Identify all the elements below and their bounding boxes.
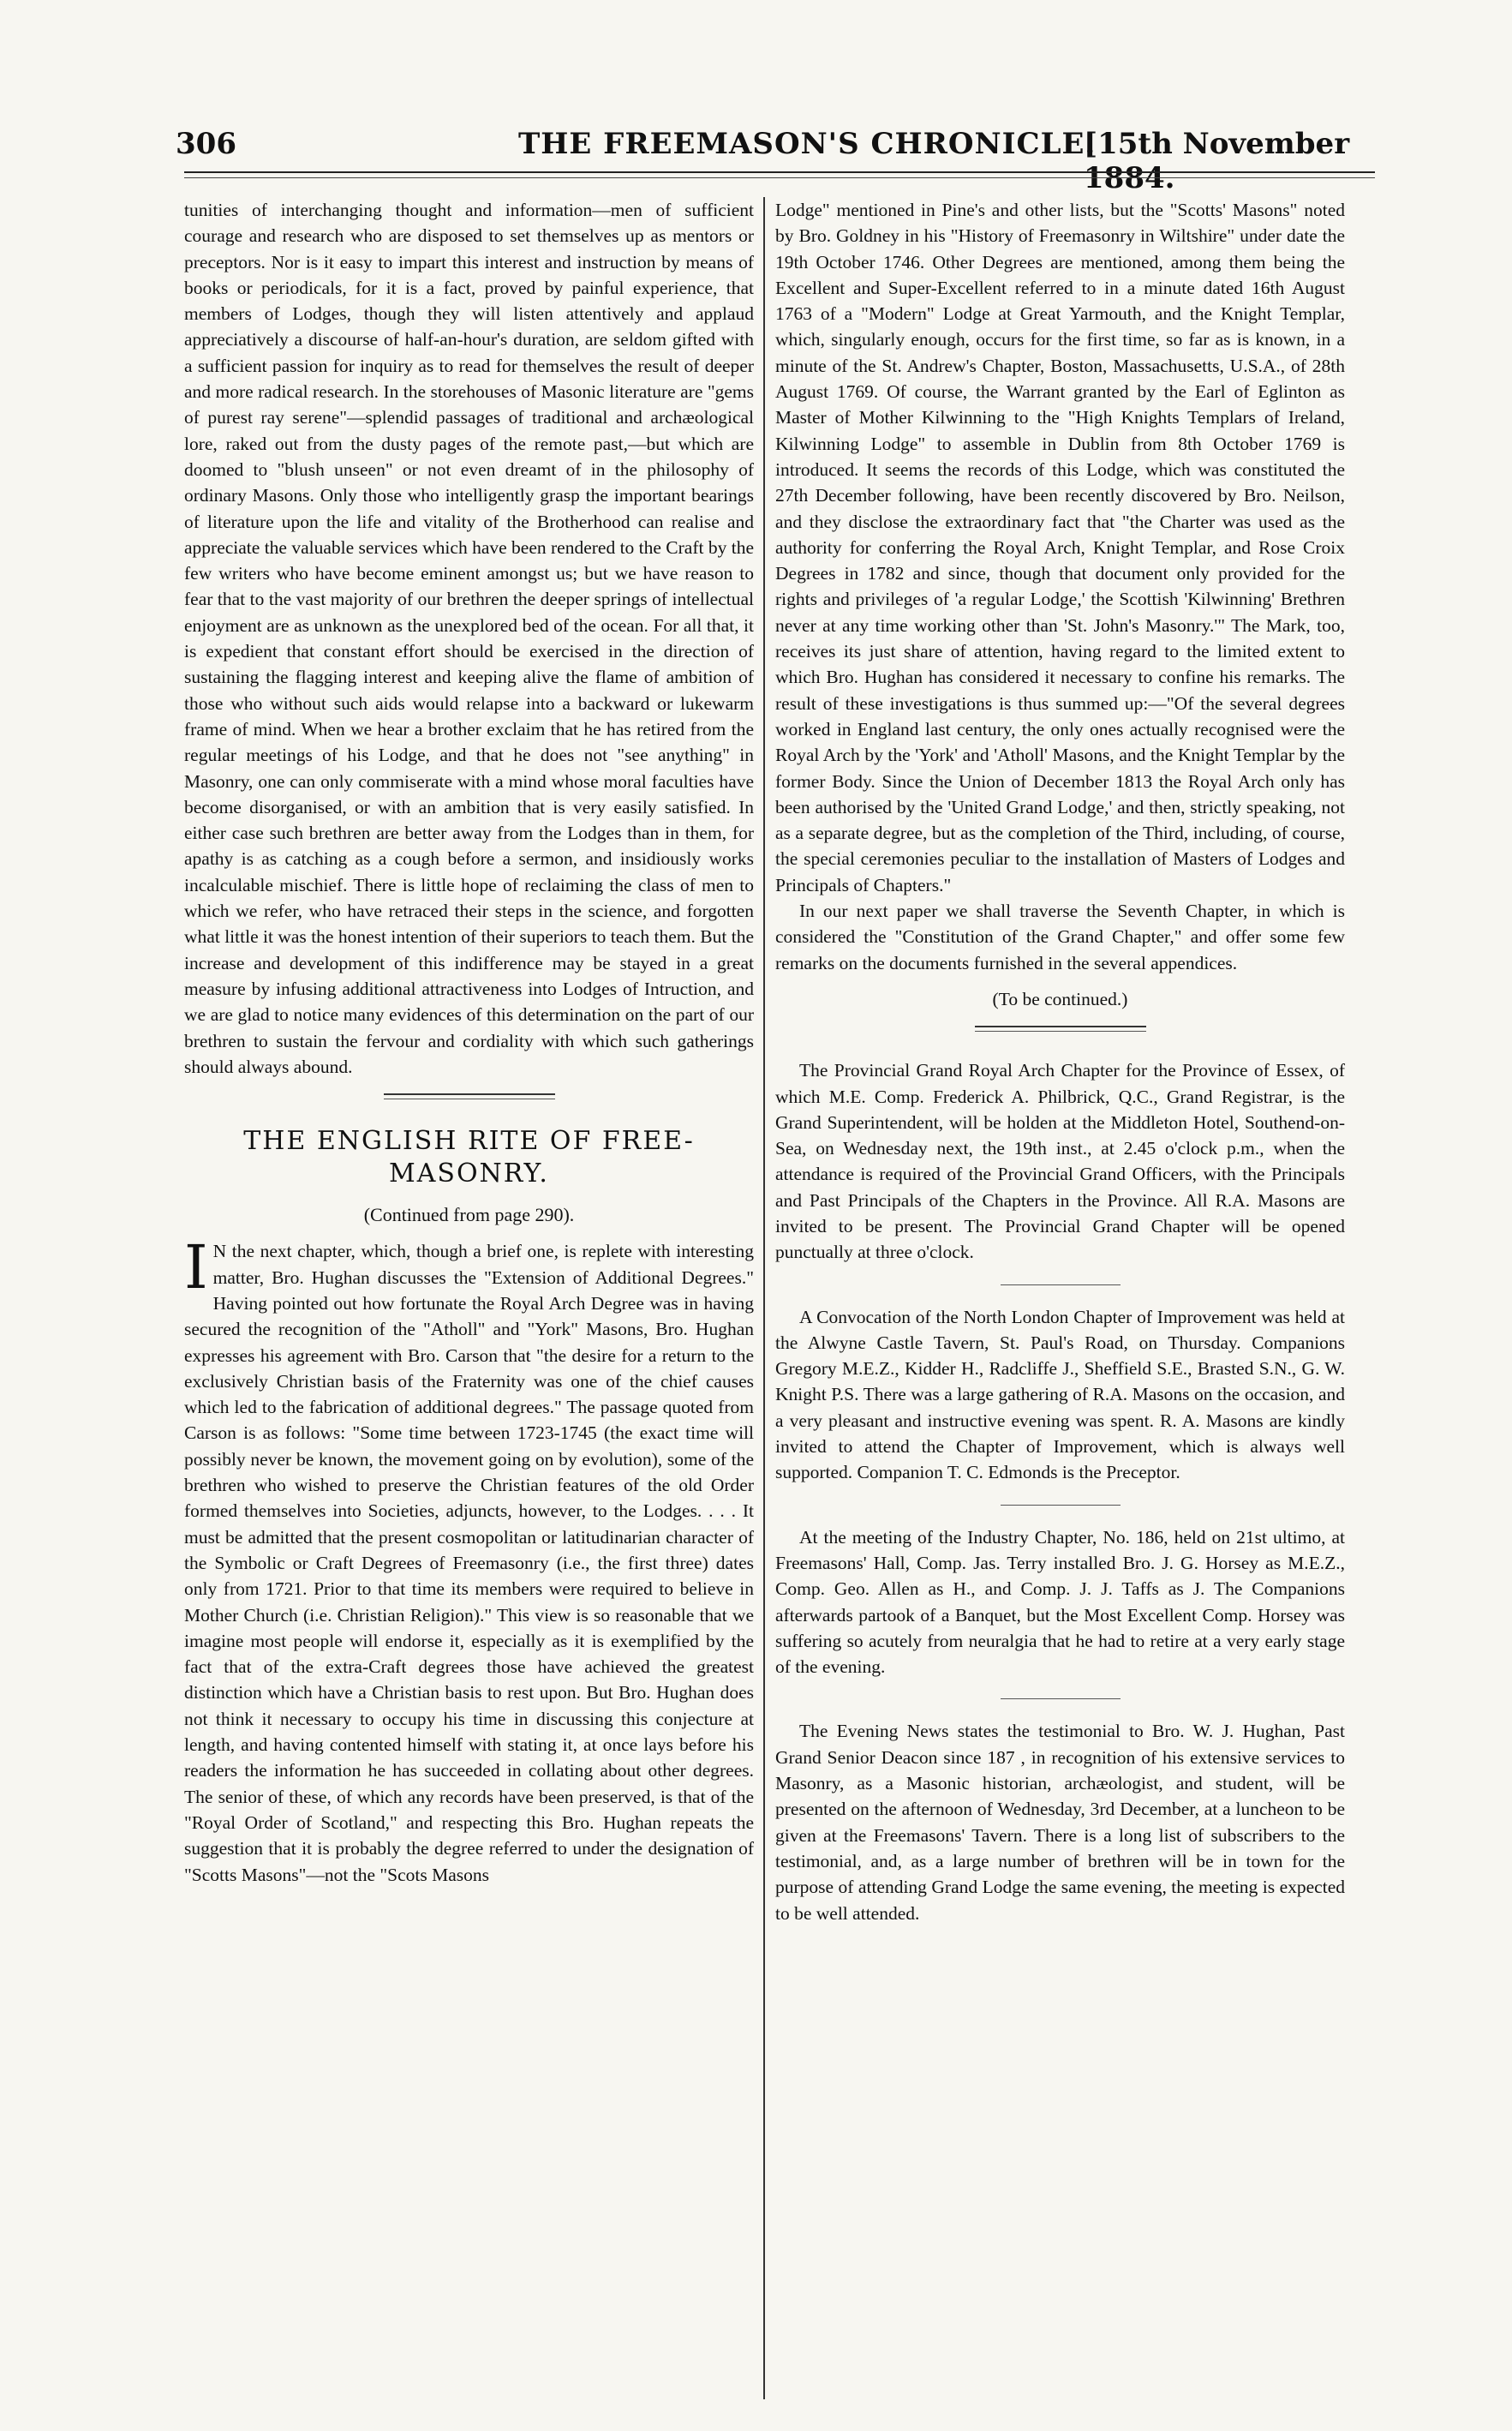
article-body-text: N the next chapter, which, though a brief one, is replete with interesting matter, Bro. Hughan discusses the "Extension of Additional Degrees." Having pointed out how fortunate the Royal Arch Degree was in having secured the recognition of the "Atholl" and "York" Masons, Bro. Hughan expresses his agreement with Bro. Carson that "the desire for a return to the exclusively Christian basis of the Fraternity was one of the chief causes which led to the fabrication of additional degrees." The passage quoted from Carson is as follows: "Some time between 1723-1745 (the exact time will possibly never be known, the movement going on by evolution), some of the brethren who wished to preserve the Christian features of the old Order formed themselves into Societies, adjuncts, however, to the Lodges. . . . It must be admitted that the present cosmopolitan or latitudinarian character of the Symbolic or Craft Degrees of Freemasonry (i.e., the first three) dates only from 1721. Prior to that time its members were required to believe in Mother Church (i.e. Christian Religion)." This view is so reasonable that we imagine most people will endorse it, especially as it is exemplified by the fact that of the extra-Craft degrees those have achieved the greatest distinction which have a Christian basis to rest upon. But Bro. Hughan does not think it necessary to occupy his time in discussing this conjecture at length, and having contented himself with stating it, at once lays before his readers the information he has succeeded in collating about other degrees. The senior of these, of which any records have been preserved, is that of the "Royal Order of Scotland," and respecting this Bro. Hughan repeats the suggestion that it is probably the degree referred to under the designation of "Scotts Masons"—not the "Scots Masons bbox=[184, 1241, 754, 1885]
masthead bbox=[176, 127, 1375, 195]
next-paper-note: In our next paper we shall traverse the Seventh Chapter, in which is considered the "Constitution of the Grand Chapter," and offer some few remarks on the documents furnished in the several appendices. bbox=[775, 901, 1345, 973]
section-divider bbox=[975, 1026, 1146, 1027]
industry-chapter-notice: At the meeting of the Industry Chapter, No. 186, held on 21st ultimo, at Freemasons' Hall, Comp. Jas. Terry installed Bro. J. G. Horsey as M.E.Z., Comp. Geo. Allen as H., and Comp. J. J. Taffs as J. The Companions afterwards partook of a Banquet, but the Most Excellent Comp. Horsey was suffering so acutely from neuralgia that he had to retire at a very early stage of the evening. bbox=[775, 1526, 1345, 1678]
essex-notice: The Provincial Grand Royal Arch Chapter for the Province of Essex, of which M.E. Comp. Frederick A. Philbrick, Q.C., Grand Registrar, is the Grand Superintendent, will be holden at the Middleton Hotel, Southend-on-Sea, on Wednesday next, the 19th inst., at 2.45 o'clock p.m., when the attendance is required of the Provincial Grand Officers, with the Principals and Past Principals of the Chapters in the Province. All R.A. Masons are invited to be present. The Provincial Grand Chapter will be opened punctually at three o'clock. bbox=[775, 1060, 1345, 1263]
header-rule-thin bbox=[184, 177, 1375, 178]
article-body bbox=[184, 1232, 754, 1887]
right-column bbox=[775, 197, 1345, 1926]
north-london-notice: A Convocation of the North London Chapter of Improvement was held at the Alwyne Castle Tavern, St. Paul's Road, on Thursday. Companions Gregory M.E.Z., Kidder H., Radcliffe J., Sheffield S.E., Brasted S.N., G. W. Knight P.S. There was a large gathering of R.A. Masons on the occasion, and a very pleasant and instructive evening was spent. R. A. Masons are kindly invited to attend the Chapter of Improvement, which is always well supported. Companion T. C. Edmonds is the Preceptor. bbox=[775, 1306, 1345, 1483]
article-continuation-right: Lodge" mentioned in Pine's and other lists, but the "Scotts' Masons" noted by Bro. Goldney in his "History of Freemasonry in Wiltshire" under date the 19th October 1746. Other Degrees are mentioned, among them being the Excellent and Super-Excellent referred to in a minute dated 16th August 1763 of a "Modern" Lodge at Great Yarmouth, and the Knight Templar, which, singularly enough, occurs for the first time, so far as is known, in a minute of the St. Andrew's Chapter, Boston, Massachusetts, U.S.A., of 28th August 1769. Of course, the Warrant granted by the Earl of Eglinton as Master of Mother Kilwinning to the "High Knights Templars of Ireland, Kilwinning Lodge" to assemble in Dublin from 8th October 1769 is introduced. It seems the records of this Lodge, which was constituted the 27th December following, have been recently discovered by Bro. Neilson, and they disclose the extraordinary fact that "the Charter was used as the authority for conferring the Royal Arch, Knight Templar, and Rose Croix Degrees in 1782 and since, though that document only provided for the rights and privileges of 'a regular Lodge,' the Scottish 'Kilwinning' Brethren never at any time working other than 'St. John's Masonry.'" The Mark, too, receives its just share of attention, having regard to the limited extent to which Bro. Hughan has considered it necessary to confine his remarks. The result of these investigations is thus summed up:—"Of the several degrees worked in England last century, the only ones actually recognised were the Royal Arch by the 'York' and 'Atholl' Masons, and the Knight Templar by the former Body. Since the Union of December 1813 the Royal Arch only has been authorised by the 'United Grand Lodge,' and then, strictly speaking, not as a separate degree, but as the completion of the Third, including, of course, the special ceremonies peculiar to the installation of Masters of Lodges and Principals of Chapters." bbox=[775, 200, 1345, 895]
issue-date: [15th November 1884. bbox=[1084, 127, 1350, 195]
section-divider-thin bbox=[975, 1031, 1146, 1032]
left-column bbox=[184, 197, 754, 1888]
notice-divider bbox=[1001, 1698, 1121, 1699]
header-rule bbox=[184, 171, 1375, 173]
page-number: 306 bbox=[176, 127, 236, 161]
notice-divider bbox=[1001, 1284, 1121, 1285]
evening-news-notice: The Evening News states the testimonial to Bro. W. J. Hughan, Past Grand Senior Deacon since 187 , in recognition of his extensive services to Masonry, as a Masonic historian, archæologist, and student, will be presented on the afternoon of Wednesday, 3rd December, at a luncheon to be given at the Freemasons' Tavern. There is a long list of subscribers to the testimonial, and, as a large number of brethren will be in town for the purpose of attending Grand Lodge the same evening, the meeting is expected to be well attended. bbox=[775, 1721, 1345, 1924]
article-continuation-text: tunities of interchanging thought and information—men of sufficient courage and research who are disposed to set themselves up as mentors or preceptors. Nor is it easy to impart this interest and instruction by means of books or periodicals, for it is a fact, proved by painful experience, that members of Lodges, though they will listen attentively and applaud appreciatively a discourse of half-an-hour's duration, are seldom gifted with a sufficient passion for inquiry as to read for themselves the result of deeper and more radical research. In the storehouses of Masonic literature are "gems of purest ray serene"—splendid passages of traditional and archæological lore, raked out from the dusty pages of the remote past,—but which are doomed to "blush unseen" or not even dreamt of in the philosophy of ordinary Masons. Only those who intelligently grasp the important bearings of literature upon the life and vitality of the Brotherhood can realise and appreciate the valuable services which have been rendered to the Craft by the few writers who have become eminent amongst us; but we have reason to fear that to the vast majority of our brethren the deeper springs of intellectual enjoyment are as unknown as the unexplored bed of the ocean. For all that, it is expedient that constant effort should be exercised in the direction of sustaining the flagging interest and keeping alive the flame of ambition of those who without such aids would relapse into a backward or lukewarm frame of mind. When we hear a brother exclaim that he has retired from the regular meetings of his Lodge, and that he does not "see anything" in Masonry, one can only commiserate with a mind whose moral faculties have become disorganised, or with an ambition that is very easily satisfied. In either case such brethren are better away from the Lodges than in them, for apathy is as catching as a cough before a sermon, and insidiously works incalculable mischief. There is little hope of reclaiming the class of men to which we refer, who have retraced their steps in the science, and forgotten what little it was the honest intention of their superiors to teach them. But the increase and development of this indifference may be stayed in a great measure by infusing additional attractiveness into Lodges of Intruction, and we are glad to notice many evidences of this determination on the part of our brethren to sustain the fervour and cordiality with which such gatherings should always abound. bbox=[184, 200, 754, 1077]
drop-cap: I bbox=[184, 1232, 208, 1303]
newspaper-title: THE FREEMASON'S CHRONICLE. bbox=[518, 127, 1097, 161]
section-divider bbox=[384, 1093, 555, 1095]
to-be-continued: (To be continued.) bbox=[992, 988, 1128, 1009]
article-title: THE ENGLISH RITE OF FREE-MASONRY. bbox=[243, 1126, 695, 1189]
column-divider bbox=[763, 197, 765, 2399]
article-subtitle: (Continued from page 290). bbox=[363, 1204, 575, 1226]
notice-divider bbox=[1001, 1505, 1121, 1506]
